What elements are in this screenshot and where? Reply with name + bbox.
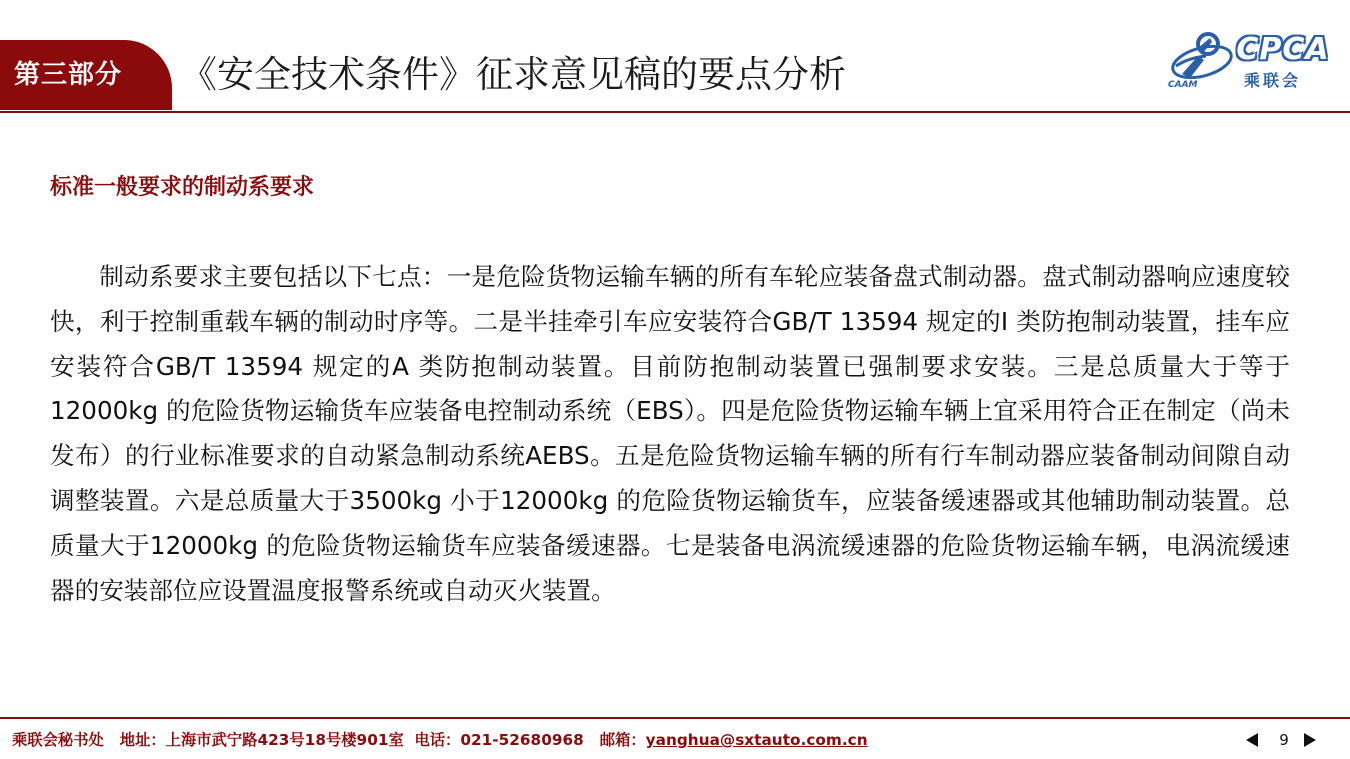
footer-divider [0,717,1350,719]
footer-org: 乘联会秘书处 [12,731,104,749]
page-title: 《安全技术条件》征求意见稿的要点分析 [180,53,846,96]
triangle-right-icon[interactable] [1304,733,1316,747]
body-paragraph: 制动系要求主要包括以下七点：一是危险货物运输车辆的所有车轮应装备盘式制动器。盘式制动器响应速度较快，利于控制重载车辆的制动时序等。二是半挂牵引车应安装符合GB/T 13594 规定的I 类防抱制动装置，挂车应安装符合GB/T 13594 规定的A 类防抱制动装置。目前防抱制动装置已强制要求安装。三是总质量大于等于12000kg 的危险货物运输货车应装备电控制动系统（EBS）。四是危险货物运输车辆上宜采用符合正在制定（尚未发布）的行业标准要求的自动紧急制动系统AEBS。五是危险货物运输车辆的所有行车制动器应装备制动间隙自动调整装置。六是总质量大于3500kg 小于12000kg 的危险货物运输货车，应装备缓速器或其他辅助制动装置。总质量大于12000kg 的危险货物运输货车应装备缓速器。七是装备电涡流缓速器的危险货物运输车辆，电涡流缓速器的安装部位应设置温度报警系统或自动灭火装置。 [50,262,1290,605]
cpca-logo [1168,30,1340,92]
page-number: 9 [1279,731,1289,749]
section-subtitle: 标准一般要求的制动系要求 [50,175,315,200]
section-label: 第三部分 [0,40,172,110]
triangle-left-icon[interactable] [1246,733,1258,747]
logo-small-text: CAAM [1168,80,1198,90]
footer-phone: 电话：021-52680968 [414,731,584,749]
footer-email-link[interactable]: yanghua@sxtauto.com.cn [645,731,868,749]
logo-text: CPCA [1236,32,1330,67]
footer-contact [12,729,868,751]
footer-address: 地址：上海市武宁路423号18号楼901室 [119,731,404,749]
slide-pager [1238,729,1338,751]
logo-subtext: 乘联会 [1244,71,1302,90]
slide-header [0,0,1350,115]
footer-email-label: 邮箱： [599,731,646,749]
header-divider [0,111,1350,113]
